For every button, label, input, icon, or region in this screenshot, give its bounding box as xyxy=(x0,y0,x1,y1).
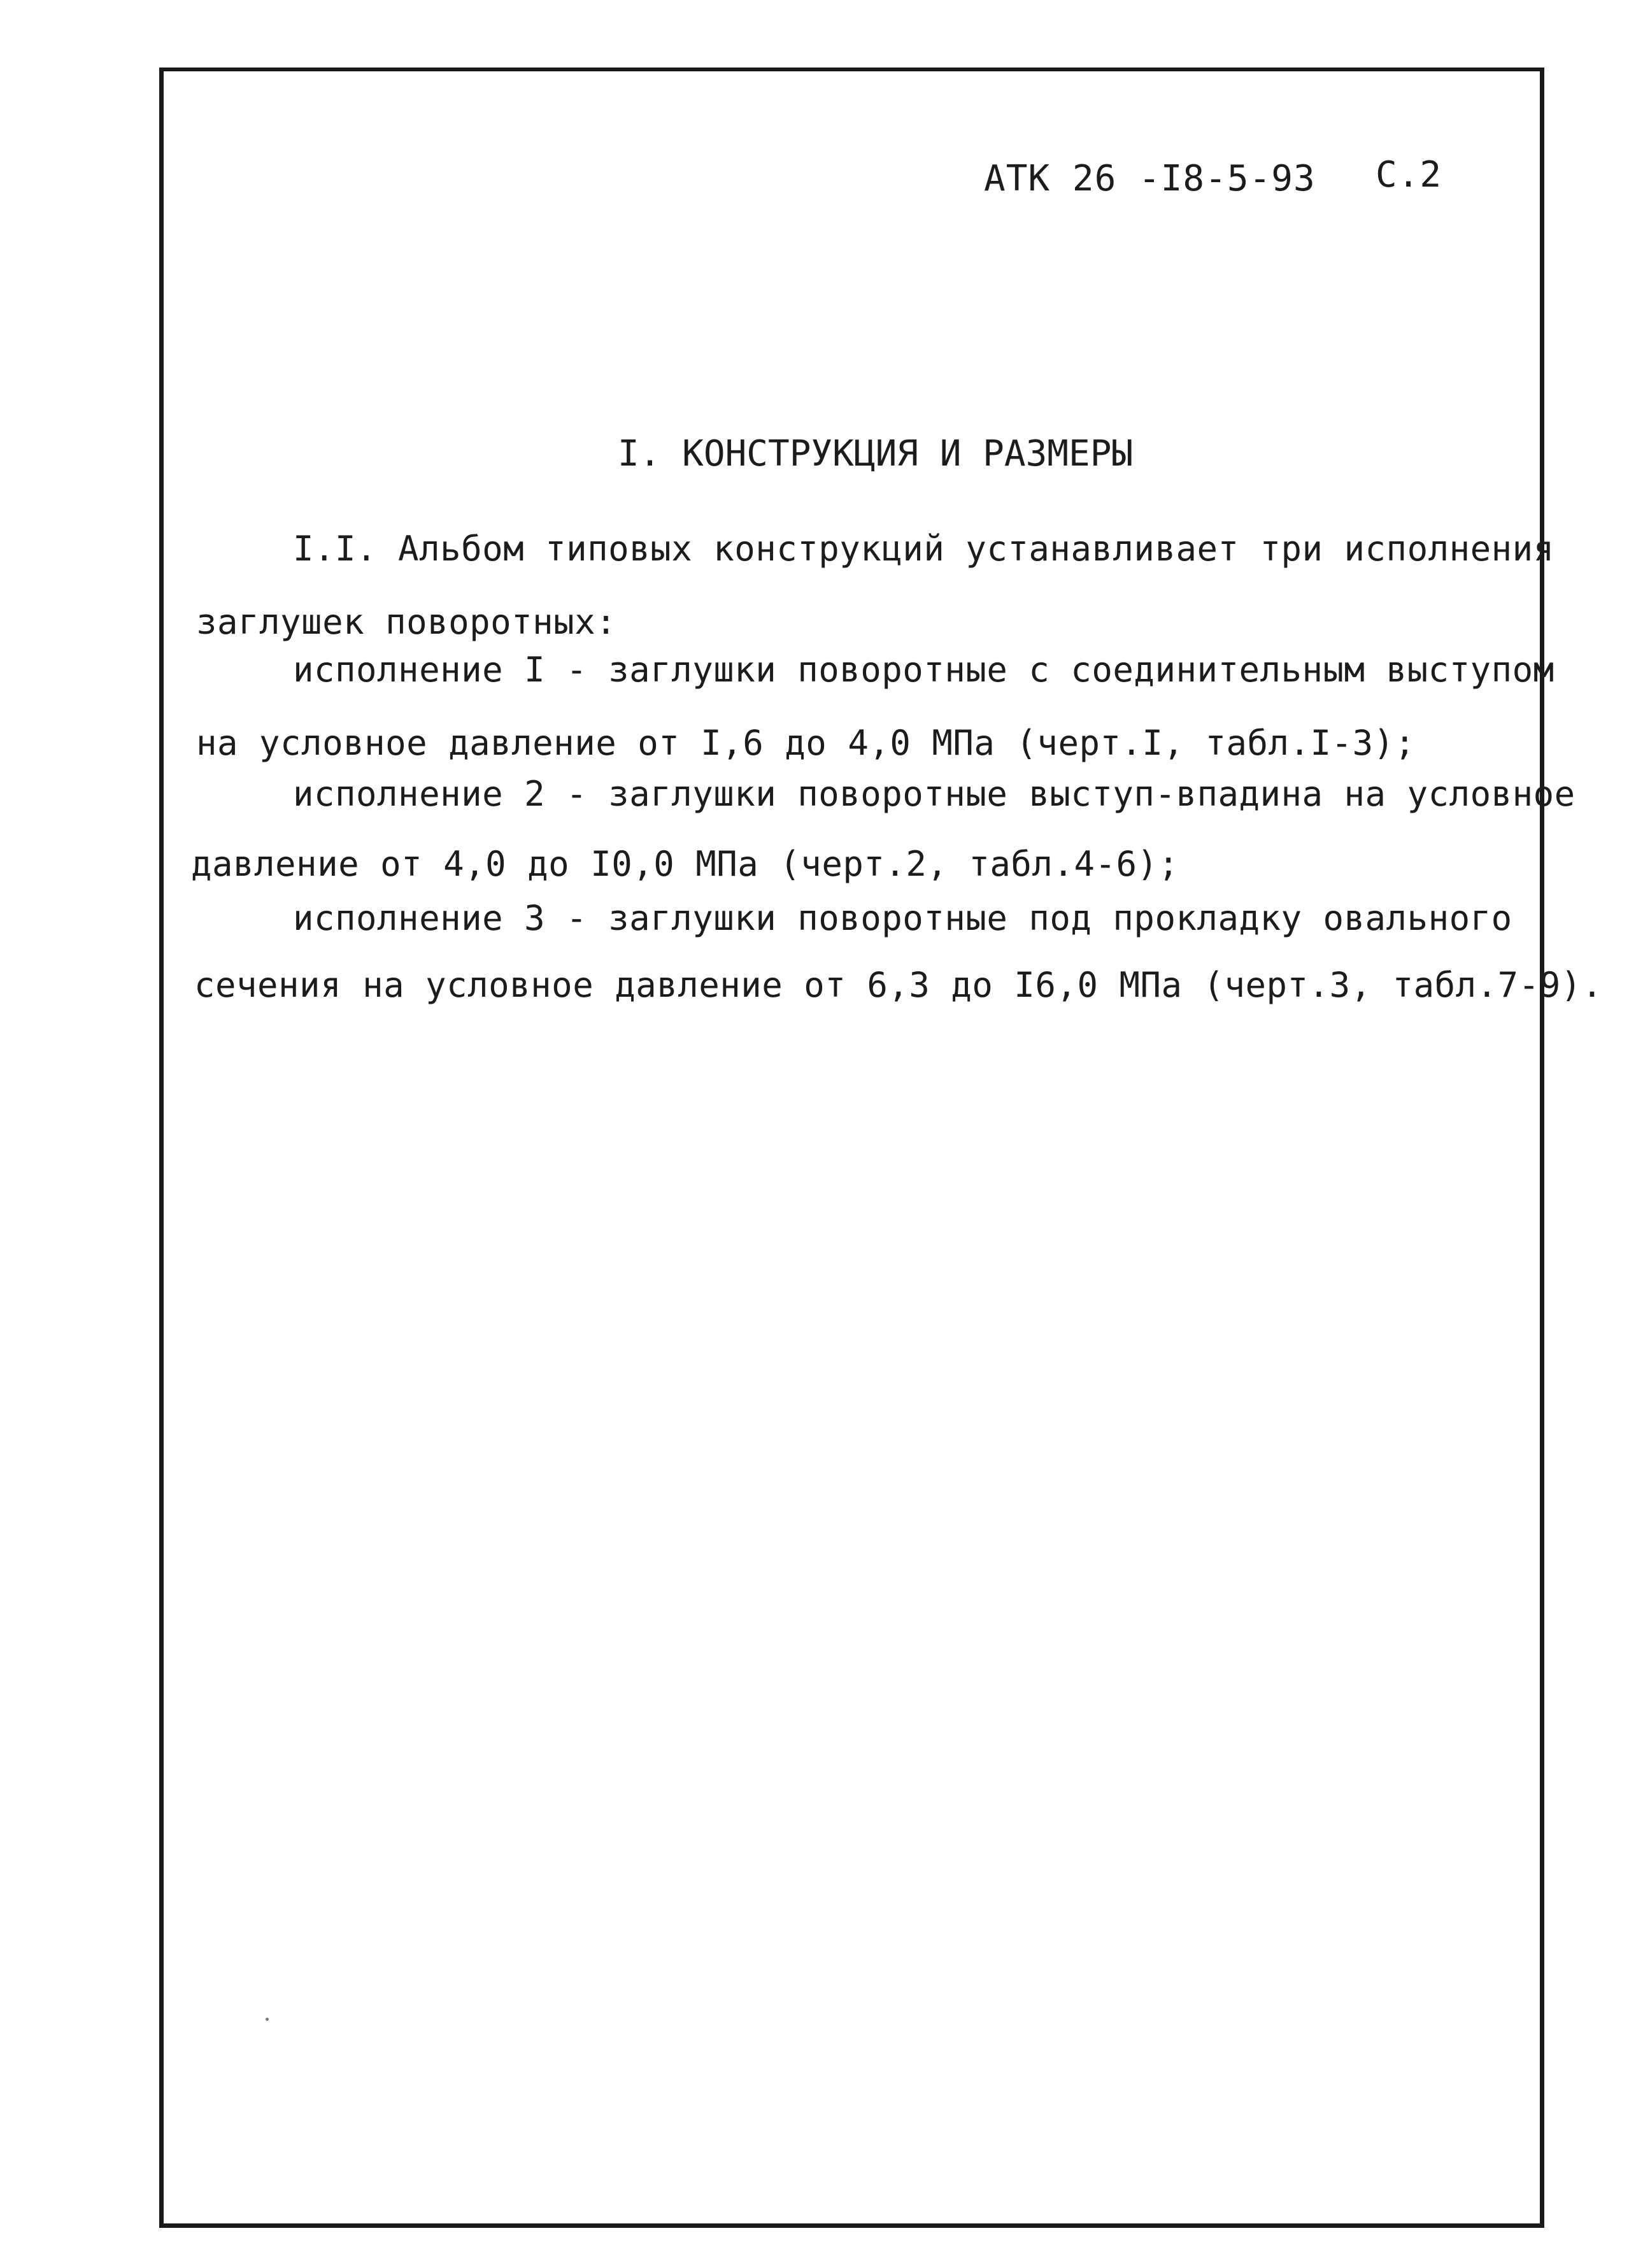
paragraph-1-line-2: заглушек поворотных: xyxy=(196,602,617,642)
paragraph-1-line-1: I.I. Альбом типовых конструкций устанавливает три исполнения xyxy=(293,529,1554,569)
paragraph-2-line-1: исполнение I - заглушки поворотные с соединительным выступом xyxy=(293,650,1554,690)
document-code: АТК 26 -I8-5-93 xyxy=(984,158,1316,199)
paragraph-3-line-2: давление от 4,0 до I0,0 МПа (черт.2, табл.4-6); xyxy=(191,844,1179,884)
paragraph-2-line-2: на условное давление от I,6 до 4,0 МПа (черт.I, табл.I-3); xyxy=(196,723,1416,763)
page-number: С.2 xyxy=(1376,154,1442,196)
paragraph-4-line-1: исполнение 3 - заглушки поворотные под прокладку овального xyxy=(293,898,1512,938)
paragraph-3-line-1: исполнение 2 - заглушки поворотные выступ-впадина на условное xyxy=(293,774,1576,814)
section-title: I. КОНСТРУКЦИЯ И РАЗМЕРЫ xyxy=(618,433,1134,474)
scan-speck xyxy=(266,2018,269,2021)
paragraph-4-line-2: сечения на условное давление от 6,3 до I6,0 МПа (черт.3, табл.7-9). xyxy=(194,965,1603,1005)
page-frame xyxy=(159,68,1544,2228)
